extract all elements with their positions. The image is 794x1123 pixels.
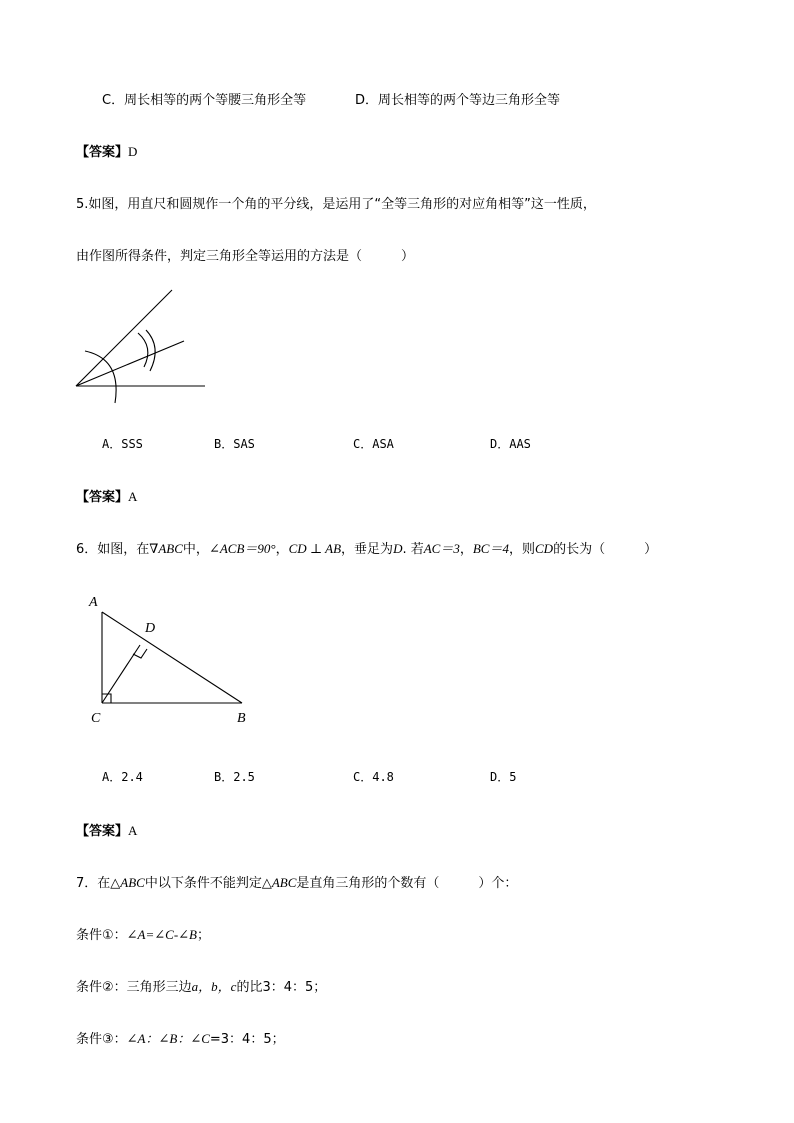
answer-value: D: [128, 144, 138, 159]
q4-option-c: C．周长相等的两个等腰三角形全等: [102, 93, 307, 108]
q6-text: 6．如图，在: [76, 542, 150, 557]
condition-label: 条件①：: [76, 928, 127, 943]
answer-value: A: [128, 823, 138, 838]
q7-stem: [76, 872, 517, 891]
q7-condition-1: [76, 924, 210, 943]
q5-stem-line1: 5.如图，用直尺和圆规作一个角的平分线，是运用了“全等三角形的对应角相等”这一性质，: [76, 197, 596, 212]
condition-label: 条件②：三角形三边: [76, 980, 192, 995]
q6-text: ，垂足为: [341, 542, 394, 557]
q6-text: ，: [275, 542, 289, 557]
condition-end: ；: [197, 928, 211, 943]
q6-option-a: A．2.4: [102, 770, 143, 784]
q5-option-b: B．SAS: [214, 437, 255, 451]
answer-label: 【答案】: [76, 145, 129, 160]
compass-arc-upper: [138, 333, 148, 367]
q6-option-c: C．4.8: [353, 770, 394, 784]
q7-condition-2: [76, 976, 326, 995]
q7-text: 中以下条件不能判定△: [144, 876, 272, 891]
q6-stem: [76, 538, 657, 557]
q6-angle-condition: ∠ACB＝90°: [208, 541, 276, 556]
q5-stem-line2: 由作图所得条件，判定三角形全等运用的方法是（ ）: [76, 249, 415, 264]
q6-ac-value: AC＝3: [423, 541, 460, 556]
q6-option-d: D．5: [490, 770, 517, 784]
condition-label: 条件③：: [76, 1032, 127, 1047]
q7-text: 7．在△: [76, 876, 121, 891]
label-c: C: [91, 711, 101, 726]
q5-option-a: A．SSS: [102, 437, 143, 451]
q6-text: . 若: [402, 542, 424, 557]
q6-cd: CD: [535, 541, 554, 556]
condition-end: 的比3：4：5；: [236, 980, 327, 995]
q6-text: ，: [459, 542, 473, 557]
condition-expression: ∠A=∠C-∠B: [126, 927, 197, 942]
q6-perp-condition: CD ⊥ AB: [288, 541, 342, 556]
answer-label: 【答案】: [76, 490, 129, 505]
condition-end: =3：4：5；: [209, 1032, 285, 1047]
answer-label: 【答案】: [76, 824, 129, 839]
right-angle-mark-d: [133, 649, 147, 658]
compass-arc-main: [85, 351, 116, 403]
q6-text: ，则: [508, 542, 535, 557]
q4-option-d: D．周长相等的两个等边三角形全等: [355, 93, 561, 108]
label-a: A: [89, 595, 98, 610]
q6-triangle: ∇ABC: [149, 541, 183, 556]
q4-answer: [76, 141, 137, 160]
q5-angle-bisector-figure: [70, 285, 210, 410]
q6-answer: [76, 820, 137, 839]
q6-option-b: B．2.5: [214, 770, 255, 784]
q7-text: 是直角三角形的个数有（ ）个：: [296, 876, 518, 891]
q6-bc-value: BC＝4: [472, 541, 509, 556]
q7-triangle: ABC: [120, 875, 145, 890]
label-b: B: [237, 711, 246, 726]
label-d: D: [145, 621, 156, 636]
answer-value: A: [128, 489, 138, 504]
condition-expression: ∠A：∠B：∠C: [126, 1031, 210, 1046]
q5-option-c: C．ASA: [353, 437, 394, 451]
angle-upper-ray: [76, 290, 172, 386]
q6-text: 的长为（ ）: [553, 542, 658, 557]
q5-option-d: D．AAS: [490, 437, 531, 451]
q5-answer: [76, 486, 137, 505]
bisector-ray: [76, 341, 184, 386]
q6-text: 中，: [182, 542, 209, 557]
side-ab: [102, 612, 242, 703]
condition-variables: a，b，c: [191, 979, 237, 994]
q7-triangle: ABC: [271, 875, 297, 890]
q7-condition-3: [76, 1028, 285, 1047]
q6-right-triangle-figure: [85, 590, 265, 730]
q6-foot-point: D: [393, 541, 403, 556]
